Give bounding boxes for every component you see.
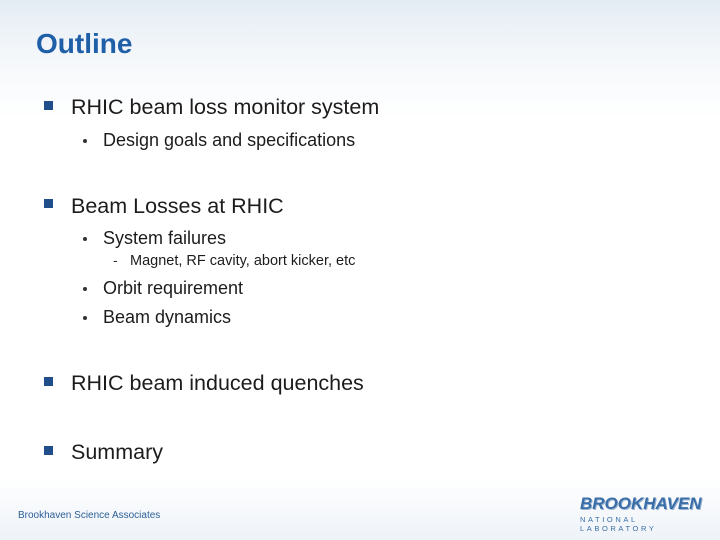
logo-subtitle: NATIONAL LABORATORY xyxy=(580,515,657,533)
footer-organization: Brookhaven Science Associates xyxy=(18,510,161,521)
logo-wordmark: BROOKHAVEN xyxy=(580,494,702,513)
square-bullet-icon xyxy=(44,199,53,208)
slide-title: Outline xyxy=(36,28,133,59)
dot-bullet-icon xyxy=(83,287,87,291)
outline-item-induced-quenches: RHIC beam induced quenches xyxy=(71,371,364,395)
outline-item-summary: Summary xyxy=(71,440,163,464)
outline-subitem-design-goals: Design goals and specifications xyxy=(103,130,356,150)
square-bullet-icon xyxy=(44,446,53,455)
square-bullet-icon xyxy=(44,101,53,110)
dot-bullet-icon xyxy=(83,316,87,320)
outline-item-rhic-blm-system: RHIC beam loss monitor system xyxy=(71,95,380,119)
dot-bullet-icon xyxy=(83,139,87,143)
outline-subitem-system-failures: System failures xyxy=(103,228,227,248)
brookhaven-logo xyxy=(580,494,710,533)
outline-subitem-beam-dynamics: Beam dynamics xyxy=(103,307,232,327)
outline-subitem-orbit-requirement: Orbit requirement xyxy=(103,278,244,298)
outline-item-beam-losses: Beam Losses at RHIC xyxy=(71,194,284,218)
dot-bullet-icon xyxy=(83,237,87,241)
square-bullet-icon xyxy=(44,377,53,386)
outline-subsubitem-magnet-rf: Magnet, RF cavity, abort kicker, etc xyxy=(130,253,356,269)
dash-bullet-icon: - xyxy=(113,252,118,268)
